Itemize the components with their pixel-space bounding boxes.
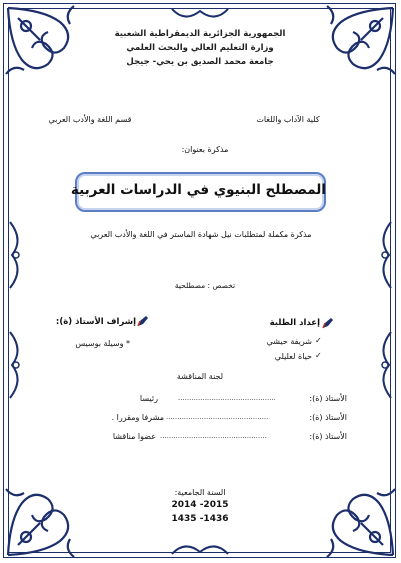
pen-icon [137, 315, 149, 327]
dotted-line: ................................................ [160, 432, 267, 440]
corner-ornament-bottom-left [4, 481, 82, 559]
edge-ornament-bottom [170, 538, 230, 558]
students-label: إعداد الطلبة [269, 318, 320, 328]
corner-ornament-bottom-right [319, 481, 397, 559]
side-ornament-left-lower [6, 330, 28, 400]
committee-role-1: رئيسا [139, 394, 158, 403]
edge-ornament-top [170, 5, 230, 25]
specialty: تخصص : مصطلحية [174, 281, 236, 290]
check-icon: ✓ [315, 351, 322, 360]
dotted-line: ............................................ [178, 394, 276, 402]
supervisor-label: إشراف الأستاذ (ة): [55, 317, 136, 327]
thesis-title: المصطلح البنيوي في الدراسات العربية [70, 182, 326, 198]
header-ministry: وزارة التعليم العالي والبحث العلمي [126, 43, 274, 53]
side-ornament-right-upper [373, 220, 395, 290]
pen-icon [322, 317, 334, 329]
committee-prefix-2: الأستاذ (ة): [309, 413, 347, 422]
header-university: جامعة محمد الصديق بن يحي- جيجل [126, 57, 274, 67]
committee-title: لجنة المناقشة [176, 372, 224, 381]
faculty-name: كلية الآداب واللغات [256, 115, 320, 124]
student-name-2: حياة لعليلي [274, 352, 312, 361]
academic-year-hijri: 1435 -1436 [171, 514, 229, 524]
academic-year-label: السنة الجامعية: [174, 488, 226, 497]
thesis-subtitle: مذكرة مكملة لمتطلبات نيل شهادة الماستر في اللغة والأدب العربي [90, 230, 312, 239]
academic-year-gregorian: 2014 -2015 [171, 500, 229, 510]
student-name-1: شريفة حيشي [266, 337, 312, 346]
corner-ornament-top-right [319, 4, 397, 82]
department-name: قسم اللغة والأدب العربي [48, 115, 132, 124]
corner-ornament-top-left [4, 4, 82, 82]
committee-role-2: مشرفا ومقررا . [111, 413, 164, 422]
memo-label: مذكرة بعنوان: [181, 145, 229, 154]
supervisor-name: * وسيلة بوسيس [75, 339, 130, 348]
dotted-line: .............................................. [166, 413, 269, 421]
header-republic: الجمهورية الجزائرية الديمقراطية الشعبية [114, 29, 286, 39]
side-ornament-left-upper [6, 220, 28, 290]
committee-prefix-1: الأستاذ (ة): [309, 394, 347, 403]
committee-prefix-3: الأستاذ (ة): [309, 432, 347, 441]
side-ornament-right-lower [373, 330, 395, 400]
committee-role-3: عضوا مناقشا [112, 432, 156, 441]
check-icon: ✓ [315, 336, 322, 345]
